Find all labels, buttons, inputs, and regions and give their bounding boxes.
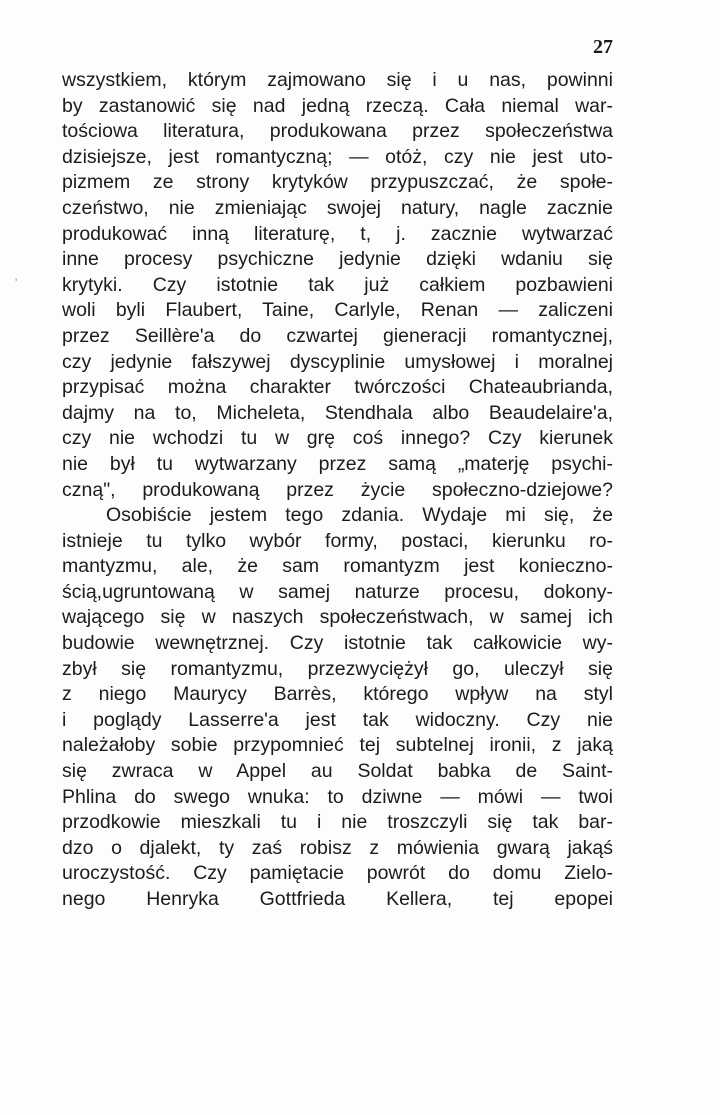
text-line: istnieje tu tylko wybór formy, postaci, kierunku ro- (62, 529, 613, 552)
text-line: budowie wewnętrznej. Czy istotnie tak całkowicie wy- (62, 632, 613, 655)
text-line: Osobiście jestem tego zdania. Wydaje mi się, że (106, 504, 613, 527)
text-line: mantyzmu, ale, że sam romantyzm jest konieczno- (62, 555, 613, 578)
text-line: woli byli Flaubert, Taine, Carlyle, Renan — zaliczeni (62, 299, 613, 322)
text-line: dzisiejsze, jest romantyczną; — otóż, czy nie jest uto- (62, 145, 613, 168)
page-number: 27 (593, 36, 613, 58)
text-line: by zastanowić się nad jedną rzeczą. Cała niemal war- (62, 94, 613, 117)
text-line: wającego się w naszych społeczeństwach, w samej ich (62, 606, 613, 629)
text-line: ścią,ugruntowaną w samej naturze procesu, dokony- (62, 580, 613, 603)
text-line: inne procesy psychiczne jedynie dzięki wdaniu się (62, 248, 613, 271)
text-line: czy jedynie fałszywej dyscyplinie umysłowej i moralnej (62, 350, 613, 373)
text-line: dzo o djalekt, ty zaś robisz z mówienia gwarą jakąś (62, 836, 613, 859)
text-line: pizmem ze strony krytyków przypuszczać, że społe- (62, 171, 613, 194)
margin-mark: ' (15, 276, 18, 290)
text-line: krytyki. Czy istotnie tak już całkiem pozbawieni (62, 273, 613, 296)
text-line: nego Henryka Gottfrieda Kellera, tej epopei (62, 888, 613, 910)
text-line: się zwraca w Appel au Soldat babka de Saint- (62, 760, 613, 783)
text-line: Phlina do swego wnuka: to dziwne — mówi — twoi (62, 785, 613, 808)
text-line: czeństwo, nie zmieniając swojej natury, nagle zacznie (62, 196, 613, 219)
text-line: dajmy na to, Micheleta, Stendhala albo Beaudelaire'a, (62, 401, 613, 424)
text-line: czy nie wchodzi tu w grę coś innego? Czy kierunek (62, 427, 613, 450)
text-line: zbył się romantyzmu, przezwyciężył go, uleczył się (62, 657, 613, 680)
text-line: uroczystość. Czy pamiętacie powrót do domu Zielo- (62, 862, 613, 885)
text-line: przez Seillère'a do czwartej gieneracji romantycznej, (62, 324, 613, 347)
text-line: nie był tu wytwarzany przez samą „materję psychi- (62, 452, 613, 475)
text-line: i poglądy Lasserre'a jest tak widoczny. Czy nie (62, 708, 613, 731)
text-line: wszystkiem, którym zajmowano się i u nas, powinni (62, 69, 613, 91)
text-line: czną", produkowaną przez życie społeczno-dziejowe? (62, 478, 613, 501)
text-line: tościowa literatura, produkowana przez społeczeństwa (62, 120, 613, 143)
text-line: przypisać można charakter twórczości Chateaubrianda, (62, 376, 613, 399)
text-line: z niego Maurycy Barrès, którego wpływ na styl (62, 683, 613, 706)
text-line: należałoby sobie przypomnieć tej subtelnej ironii, z jaką (62, 734, 613, 757)
body-text (62, 68, 613, 913)
text-line: produkować inną literaturę, t, j. zacznie wytwarzać (62, 222, 613, 245)
text-line: przodkowie mieszkali tu i nie troszczyli się tak bar- (62, 811, 613, 834)
